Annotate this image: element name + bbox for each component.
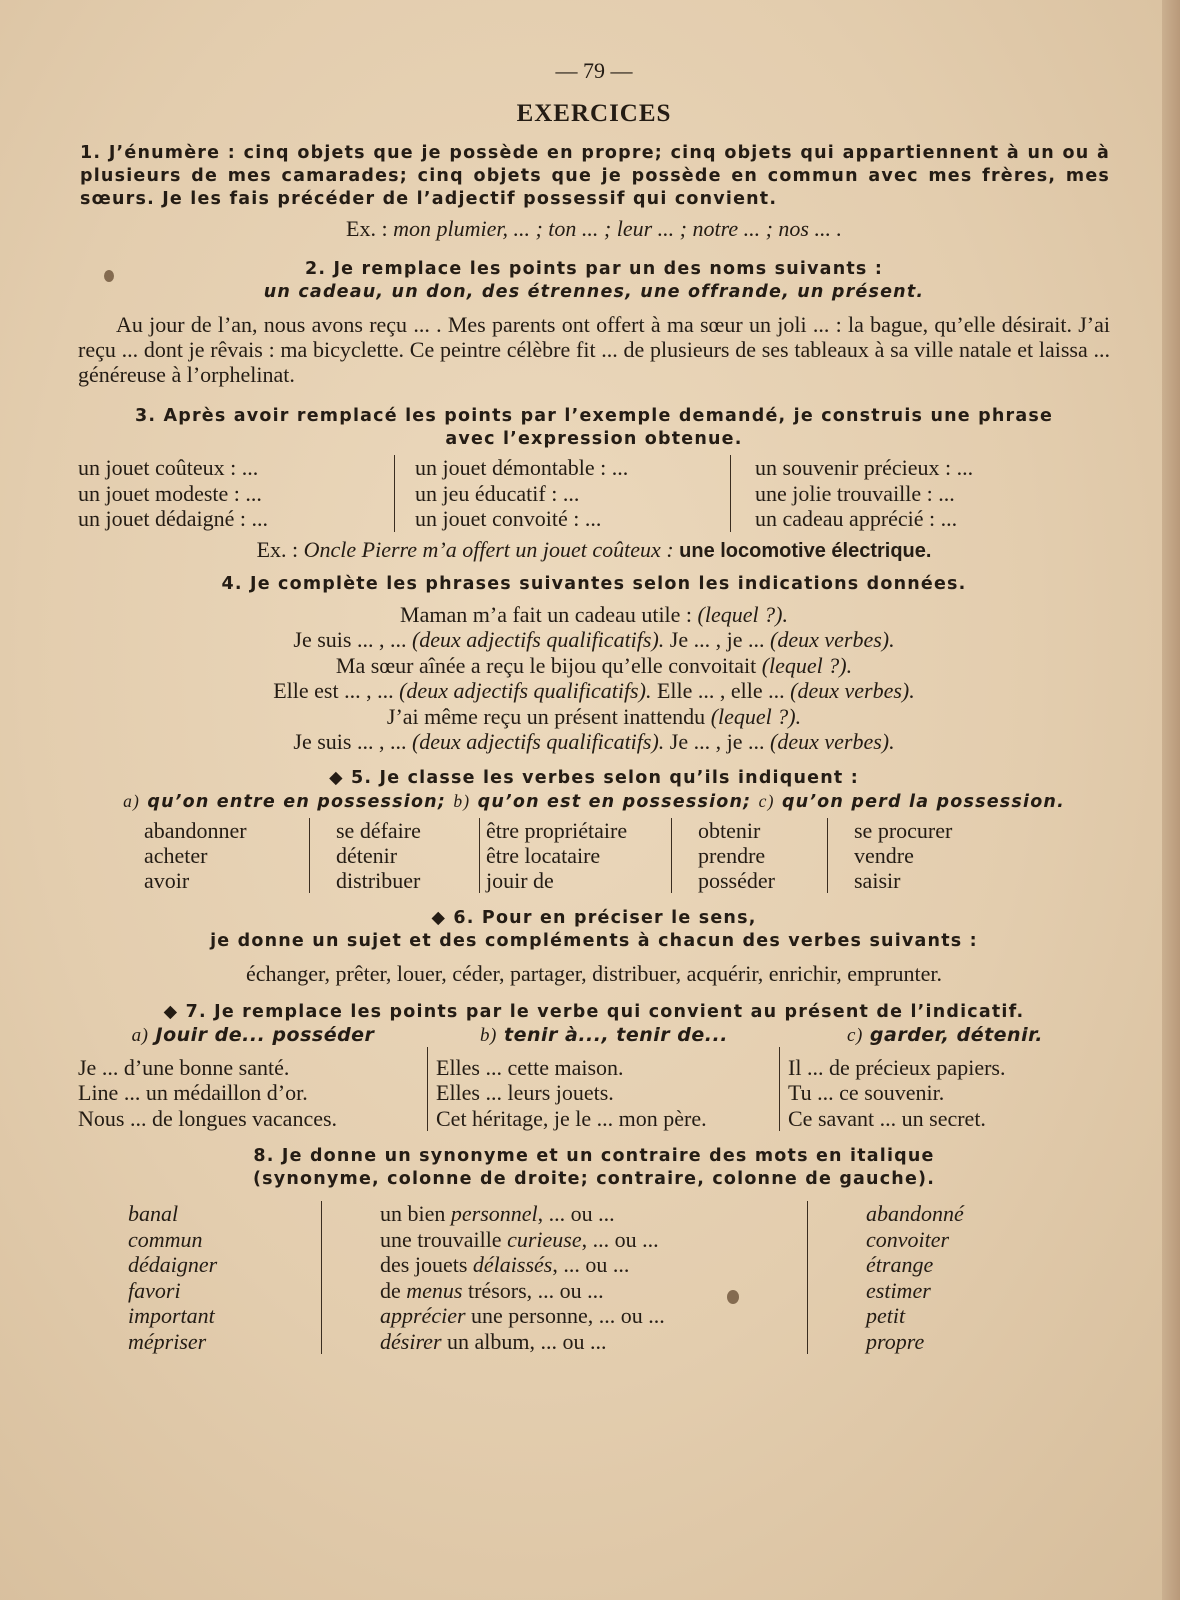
list-item: être locataire xyxy=(486,842,601,868)
list-item: des jouets délaissés, ... ou ... xyxy=(380,1252,630,1277)
list-item: Maman m’a fait un cadeau utile : (lequel ?). xyxy=(400,601,788,627)
list-item: un jouet dédaigné : ... xyxy=(78,506,269,531)
list-item: petit xyxy=(866,1303,906,1328)
page-title: EXERCICES xyxy=(516,100,672,127)
exercise-8-instruction-1: 8. Je donne un synonyme et un contraire des mots en italique xyxy=(253,1146,935,1166)
exercise-5-col-2 xyxy=(310,818,480,893)
exercise-2-words: un cadeau, un don, des étrennes, une offrande, un présent. xyxy=(263,282,925,302)
exercise-1-example xyxy=(78,216,1110,242)
list-item: vendre xyxy=(854,842,914,868)
exercise-5-instruction: ◆ 5. Je classe les verbes selon qu’ils indiquent : xyxy=(329,767,859,788)
exercise-1-example-text: mon plumier, ... ; ton ... ; leur ... ; notre ... ; nos ... . xyxy=(393,216,842,241)
list-item: se procurer xyxy=(854,817,953,843)
list-item: important xyxy=(128,1303,215,1328)
list-item: Line ... un médaillon d’or. xyxy=(78,1080,308,1105)
list-item: un jouet convoité : ... xyxy=(415,506,602,531)
page-edge xyxy=(1162,0,1180,1600)
exercise-3-columns xyxy=(78,455,1110,532)
list-item: distribuer xyxy=(336,867,421,893)
list-item: Ce savant ... un secret. xyxy=(788,1105,986,1131)
paper-stain xyxy=(104,270,114,282)
exercise-5-columns xyxy=(138,818,1110,893)
list-item: favori xyxy=(128,1277,181,1303)
exercise-6-verbs: échanger, prêter, louer, céder, partager, distribuer, acquérir, enrichir, emprunter. xyxy=(246,960,942,986)
list-item: un cadeau apprécié : ... xyxy=(755,506,958,531)
exercise-1-instruction: 1. J’énumère : cinq objets que je possède en propre; cinq objets qui appartiennent à un ou à plusieurs de mes camarades; cinq objets que je possède en commun avec mes frères, mes sœurs. Je les fais précéder de l’adjectif possessif qui convient. xyxy=(80,143,1110,209)
exercise-7-col-2 xyxy=(428,1047,780,1132)
exercise-8-middle-column xyxy=(322,1201,808,1354)
exercise-6-instruction-1: ◆ 6. Pour en préciser le sens, xyxy=(431,907,757,928)
exercise-8-instruction-2: (synonyme, colonne de droite; contraire, colonne de gauche). xyxy=(252,1169,936,1189)
list-item: jouir de xyxy=(486,867,554,893)
exercise-3-col-3 xyxy=(731,455,973,532)
list-item: Tu ... ce souvenir. xyxy=(788,1080,945,1105)
list-item: mépriser xyxy=(128,1328,207,1354)
exercise-5-col-5 xyxy=(828,818,958,893)
exercise-7-instruction: ◆ 7. Je remplace les points par le verbe qui convient au présent de l’indicatif. xyxy=(163,1001,1025,1022)
exercise-5-col-4 xyxy=(672,818,828,893)
list-item: Il ... de précieux papiers. xyxy=(788,1054,1006,1080)
list-item: J’ai même reçu un présent inattendu (lequel ?). xyxy=(386,703,802,729)
exercise-3-col-2 xyxy=(395,455,731,532)
list-item: estimer xyxy=(866,1277,931,1303)
list-item: un souvenir précieux : ... xyxy=(755,455,974,480)
list-item: Ma sœur aînée a reçu le bijou qu’elle convoitait (lequel ?). xyxy=(335,652,853,678)
list-item: abandonner xyxy=(144,817,247,843)
exercise-8-left-column xyxy=(78,1201,322,1354)
list-item: désirer un album, ... ou ... xyxy=(380,1328,607,1354)
exercise-7-head-b: b) tenir à..., tenir de... xyxy=(480,1023,728,1046)
list-item: apprécier une personne, ... ou ... xyxy=(380,1303,665,1328)
list-item: banal xyxy=(128,1201,179,1226)
exercise-3-example xyxy=(78,536,1110,565)
exercise-7-col-1 xyxy=(78,1047,428,1132)
list-item: un jouet modeste : ... xyxy=(78,480,262,506)
list-item: étrange xyxy=(866,1252,934,1277)
list-item: convoiter xyxy=(866,1226,950,1252)
list-item: Nous ... de longues vacances. xyxy=(78,1105,338,1131)
exercise-5-categories: a) qu’on entre en possession; b) qu’on est en possession; c) qu’on perd la possession. xyxy=(123,790,1065,812)
list-item: Elle est ... , ... (deux adjectifs qualificatifs). Elle ... , elle ... (deux verbes). xyxy=(273,678,915,703)
list-item: saisir xyxy=(854,867,901,893)
exercise-6-instruction-2: je donne un sujet et des compléments à chacun des verbes suivants : xyxy=(210,930,978,951)
list-item: dédaigner xyxy=(128,1252,218,1277)
exercise-8-right-column xyxy=(808,1201,964,1354)
exercise-2-paragraph: Au jour de l’an, nous avons reçu ... . Mes parents ont offert à ma sœur un joli ... : la bague, qu’elle désirait. J’ai reçu ... dont je rêvais : ma bicyclette. Ce peintre célèbre fit ... de plusieurs de ses tableaux à sa ville natale et laissa ... généreuse à l’orphelinat. xyxy=(78,312,1110,387)
list-item: abandonné xyxy=(866,1201,964,1226)
list-item: obtenir xyxy=(698,817,761,843)
list-item: être propriétaire xyxy=(486,817,628,843)
exercise-4-instruction: 4. Je complète les phrases suivantes selon les indications données. xyxy=(221,573,967,594)
list-item: avoir xyxy=(144,867,190,893)
exercise-7-head-c: c) garder, détenir. xyxy=(847,1023,1043,1046)
exercise-5-col-3 xyxy=(480,818,672,893)
exercise-7-head-a: a) Jouir de... posséder xyxy=(131,1023,375,1046)
exercise-2-instruction: 2. Je remplace les points par un des noms suivants : xyxy=(304,259,884,279)
exercise-7-headers xyxy=(78,1024,1110,1047)
list-item: posséder xyxy=(698,867,775,893)
exercise-3-example-bold: une locomotive électrique. xyxy=(679,539,932,562)
list-item: propre xyxy=(866,1328,925,1354)
list-item: Je suis ... , ... (deux adjectifs qualificatifs). Je ... , je ... (deux verbes). xyxy=(293,729,895,754)
list-item: une jolie trouvaille : ... xyxy=(755,480,955,506)
list-item: un jeu éducatif : ... xyxy=(415,480,580,506)
list-item: de menus trésors, ... ou ... xyxy=(380,1277,604,1303)
exercise-7-columns xyxy=(78,1047,1110,1132)
exercise-3-col-1 xyxy=(78,455,395,532)
paper-stain xyxy=(727,1290,739,1304)
exercise-7-col-3 xyxy=(780,1047,1005,1132)
list-item: une trouvaille curieuse, ... ou ... xyxy=(380,1226,659,1252)
list-item: Je suis ... , ... (deux adjectifs qualificatifs). Je ... , je ... (deux verbes). xyxy=(293,627,895,652)
list-item: un jouet démontable : ... xyxy=(415,455,629,480)
page-number: — 79 — xyxy=(555,58,633,83)
list-item: Elles ... leurs jouets. xyxy=(436,1080,614,1105)
list-item: Je ... d’une bonne santé. xyxy=(78,1054,290,1080)
exercise-8-columns xyxy=(78,1201,1110,1354)
exercise-5-col-1 xyxy=(138,818,310,893)
exercise-3-example-italic: Oncle Pierre m’a offert un jouet coûteux : xyxy=(303,536,674,562)
list-item: un bien personnel, ... ou ... xyxy=(380,1201,615,1226)
list-item: acheter xyxy=(144,842,208,868)
list-item: Elles ... cette maison. xyxy=(436,1054,624,1080)
list-item: Cet héritage, je le ... mon père. xyxy=(436,1105,707,1131)
exercise-3-instruction-1: 3. Après avoir remplacé les points par l’exemple demandé, je construis une phrase xyxy=(134,406,1054,426)
exercise-3-instruction-2: avec l’expression obtenue. xyxy=(445,429,743,449)
list-item: prendre xyxy=(698,842,766,868)
exercise-4-lines xyxy=(78,602,1110,755)
exercise-1-ex-label: Ex. : xyxy=(346,216,388,241)
exercise-3-ex-label: Ex. : xyxy=(256,536,299,562)
list-item: un jouet coûteux : ... xyxy=(78,455,259,480)
list-item: commun xyxy=(128,1226,203,1252)
list-item: se défaire xyxy=(336,817,421,843)
list-item: détenir xyxy=(336,842,398,868)
